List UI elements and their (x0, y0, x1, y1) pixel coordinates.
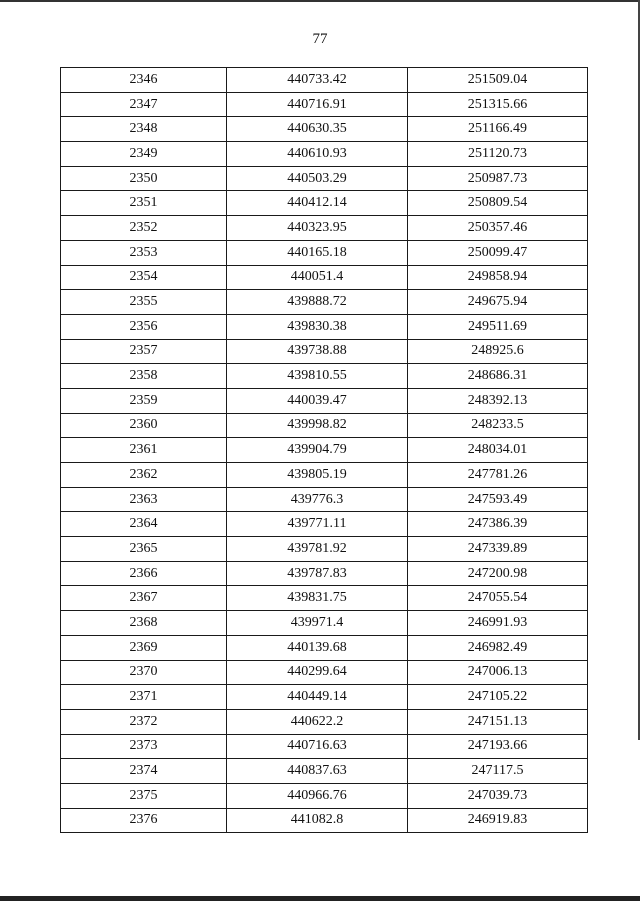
scan-border-top (0, 0, 640, 2)
point-number-cell: 2373 (61, 734, 227, 759)
y-coordinate-cell: 250987.73 (408, 166, 588, 191)
point-number-cell: 2356 (61, 314, 227, 339)
y-coordinate-cell: 247055.54 (408, 586, 588, 611)
y-coordinate-cell: 249858.94 (408, 265, 588, 290)
table-row (61, 388, 588, 413)
y-coordinate-cell: 250357.46 (408, 216, 588, 241)
coordinate-table-body (61, 68, 588, 833)
point-number-cell: 2363 (61, 487, 227, 512)
table-row (61, 265, 588, 290)
x-coordinate-cell: 440039.47 (227, 388, 408, 413)
point-number-cell: 2375 (61, 783, 227, 808)
x-coordinate-cell: 440299.64 (227, 660, 408, 685)
y-coordinate-cell: 250099.47 (408, 240, 588, 265)
table-row (61, 685, 588, 710)
y-coordinate-cell: 248925.6 (408, 339, 588, 364)
y-coordinate-cell: 247039.73 (408, 783, 588, 808)
table-row (61, 635, 588, 660)
x-coordinate-cell: 439971.4 (227, 611, 408, 636)
x-coordinate-cell: 440449.14 (227, 685, 408, 710)
y-coordinate-cell: 251509.04 (408, 68, 588, 93)
point-number-cell: 2362 (61, 463, 227, 488)
point-number-cell: 2366 (61, 561, 227, 586)
table-row (61, 734, 588, 759)
point-number-cell: 2364 (61, 512, 227, 537)
table-row (61, 709, 588, 734)
x-coordinate-cell: 440716.91 (227, 92, 408, 117)
x-coordinate-cell: 440323.95 (227, 216, 408, 241)
point-number-cell: 2367 (61, 586, 227, 611)
table-row (61, 68, 588, 93)
table-row (61, 117, 588, 142)
point-number-cell: 2365 (61, 537, 227, 562)
y-coordinate-cell: 247386.39 (408, 512, 588, 537)
table-row (61, 537, 588, 562)
y-coordinate-cell: 247006.13 (408, 660, 588, 685)
table-row (61, 413, 588, 438)
table-row (61, 512, 588, 537)
y-coordinate-cell: 251120.73 (408, 142, 588, 167)
point-number-cell: 2358 (61, 364, 227, 389)
table-row (61, 783, 588, 808)
x-coordinate-cell: 440622.2 (227, 709, 408, 734)
y-coordinate-cell: 247117.5 (408, 759, 588, 784)
x-coordinate-cell: 440733.42 (227, 68, 408, 93)
table-row (61, 438, 588, 463)
y-coordinate-cell: 248686.31 (408, 364, 588, 389)
table-row (61, 611, 588, 636)
x-coordinate-cell: 440630.35 (227, 117, 408, 142)
table-row (61, 660, 588, 685)
y-coordinate-cell: 249511.69 (408, 314, 588, 339)
y-coordinate-cell: 247193.66 (408, 734, 588, 759)
y-coordinate-cell: 246982.49 (408, 635, 588, 660)
table-row (61, 290, 588, 315)
point-number-cell: 2353 (61, 240, 227, 265)
point-number-cell: 2347 (61, 92, 227, 117)
x-coordinate-cell: 440503.29 (227, 166, 408, 191)
point-number-cell: 2350 (61, 166, 227, 191)
point-number-cell: 2370 (61, 660, 227, 685)
y-coordinate-cell: 248034.01 (408, 438, 588, 463)
table-row (61, 364, 588, 389)
x-coordinate-cell: 440139.68 (227, 635, 408, 660)
table-row (61, 166, 588, 191)
y-coordinate-cell: 247151.13 (408, 709, 588, 734)
point-number-cell: 2361 (61, 438, 227, 463)
x-coordinate-cell: 439904.79 (227, 438, 408, 463)
x-coordinate-cell: 439998.82 (227, 413, 408, 438)
x-coordinate-cell: 440412.14 (227, 191, 408, 216)
table-row (61, 487, 588, 512)
table-row (61, 759, 588, 784)
x-coordinate-cell: 439781.92 (227, 537, 408, 562)
x-coordinate-cell: 439888.72 (227, 290, 408, 315)
point-number-cell: 2355 (61, 290, 227, 315)
y-coordinate-cell: 251166.49 (408, 117, 588, 142)
point-number-cell: 2352 (61, 216, 227, 241)
point-number-cell: 2346 (61, 68, 227, 93)
y-coordinate-cell: 246991.93 (408, 611, 588, 636)
table-row (61, 191, 588, 216)
point-number-cell: 2351 (61, 191, 227, 216)
point-number-cell: 2376 (61, 808, 227, 833)
x-coordinate-cell: 441082.8 (227, 808, 408, 833)
y-coordinate-cell: 247781.26 (408, 463, 588, 488)
x-coordinate-cell: 440051.4 (227, 265, 408, 290)
x-coordinate-cell: 440837.63 (227, 759, 408, 784)
table-row (61, 92, 588, 117)
table-row (61, 216, 588, 241)
y-coordinate-cell: 247200.98 (408, 561, 588, 586)
point-number-cell: 2371 (61, 685, 227, 710)
y-coordinate-cell: 248392.13 (408, 388, 588, 413)
y-coordinate-cell: 250809.54 (408, 191, 588, 216)
x-coordinate-cell: 440165.18 (227, 240, 408, 265)
x-coordinate-cell: 439810.55 (227, 364, 408, 389)
point-number-cell: 2374 (61, 759, 227, 784)
table-row (61, 463, 588, 488)
point-number-cell: 2349 (61, 142, 227, 167)
scan-border-bottom (0, 896, 640, 901)
coordinate-table (60, 67, 588, 833)
point-number-cell: 2360 (61, 413, 227, 438)
x-coordinate-cell: 440966.76 (227, 783, 408, 808)
x-coordinate-cell: 439787.83 (227, 561, 408, 586)
table-row (61, 314, 588, 339)
y-coordinate-cell: 246919.83 (408, 808, 588, 833)
y-coordinate-cell: 247593.49 (408, 487, 588, 512)
y-coordinate-cell: 247105.22 (408, 685, 588, 710)
point-number-cell: 2372 (61, 709, 227, 734)
point-number-cell: 2357 (61, 339, 227, 364)
table-row (61, 561, 588, 586)
y-coordinate-cell: 248233.5 (408, 413, 588, 438)
table-row (61, 240, 588, 265)
point-number-cell: 2368 (61, 611, 227, 636)
point-number-cell: 2354 (61, 265, 227, 290)
x-coordinate-cell: 439831.75 (227, 586, 408, 611)
table-row (61, 808, 588, 833)
point-number-cell: 2369 (61, 635, 227, 660)
point-number-cell: 2348 (61, 117, 227, 142)
x-coordinate-cell: 439738.88 (227, 339, 408, 364)
y-coordinate-cell: 247339.89 (408, 537, 588, 562)
x-coordinate-cell: 439771.11 (227, 512, 408, 537)
x-coordinate-cell: 439776.3 (227, 487, 408, 512)
page-number: 77 (312, 31, 328, 47)
x-coordinate-cell: 439805.19 (227, 463, 408, 488)
y-coordinate-cell: 251315.66 (408, 92, 588, 117)
y-coordinate-cell: 249675.94 (408, 290, 588, 315)
table-row (61, 586, 588, 611)
x-coordinate-cell: 440716.63 (227, 734, 408, 759)
point-number-cell: 2359 (61, 388, 227, 413)
table-row (61, 142, 588, 167)
table-row (61, 339, 588, 364)
x-coordinate-cell: 440610.93 (227, 142, 408, 167)
x-coordinate-cell: 439830.38 (227, 314, 408, 339)
